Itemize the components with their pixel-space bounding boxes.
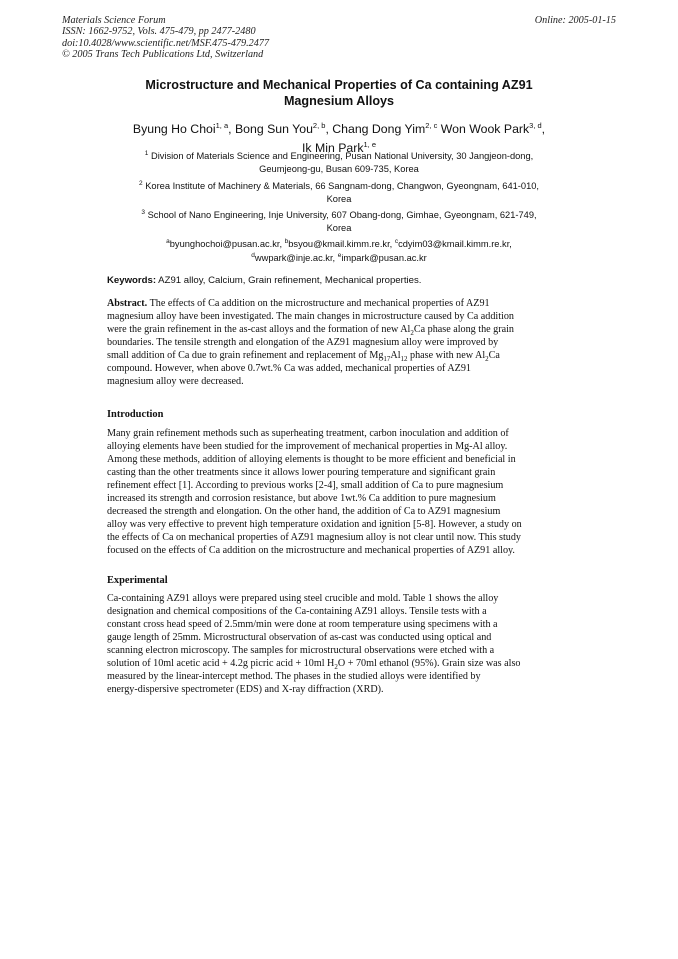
- experimental-line-2: designation and chemical compositions of the Ca-containing AZ91 alloys. Tensile tests with a: [107, 605, 487, 617]
- keywords-text: AZ91 alloy, Calcium, Grain refinement, Mechanical properties.: [156, 275, 422, 286]
- abstract-line-5c: phase with new Al: [407, 349, 486, 361]
- affiliation-1-line-1: Division of Materials Science and Engineering, Pusan National University, 30 Jangjeon-dong,: [148, 151, 534, 162]
- email-c[interactable]: cdyim03@kmail.kimm.re.kr,: [398, 239, 512, 250]
- email-a-sup: a: [166, 238, 170, 245]
- affiliation-3-num: 3: [141, 209, 146, 216]
- experimental-line-8: energy-dispersive spectrometer (EDS) and X-ray diffraction (XRD).: [107, 683, 384, 695]
- subscript: 2: [334, 662, 338, 671]
- abstract-line-5b: Al: [390, 349, 401, 361]
- intro-line: increased its strength and corrosion resistance, but above 1wt.% Ca addition to pure magnesium: [107, 492, 496, 504]
- experimental-body: [107, 593, 572, 697]
- abstract-line-1: The effects of Ca addition on the microstructure and mechanical properties of AZ91: [147, 298, 490, 309]
- experimental-line-4: gauge length of 25mm. Microstructural observation of as-cast was conducted using optical and: [107, 631, 492, 643]
- author-1-sup: 1, a: [215, 121, 229, 130]
- email-e-sup: e: [337, 252, 342, 260]
- copyright-line: © 2005 Trans Tech Publications Ltd, Switzerland: [62, 49, 264, 61]
- journal-name: Materials Science Forum: [62, 15, 166, 26]
- email-d-sup: d: [251, 252, 255, 260]
- subscript: 2: [410, 328, 414, 337]
- intro-line: alloy was very effective to prevent high temperature oxidation and ignition [5-8]. However, a study on: [107, 518, 522, 530]
- subscript: 12: [400, 354, 408, 363]
- author-4-sup: 3, d: [529, 121, 542, 130]
- email-b[interactable]: bsyou@kmail.kimm.re.kr,: [288, 239, 395, 250]
- affiliation-3: [108, 207, 570, 234]
- experimental-line-6a: solution of 10ml acetic acid + 4.2g picric acid + 10ml H: [107, 657, 335, 669]
- experimental-line-1: Ca-containing AZ91 alloys were prepared using steel crucible and mold. Table 1 shows the alloy: [107, 593, 499, 604]
- section-heading-experimental: Experimental: [107, 575, 168, 586]
- intro-line: decreased the strength and elongation. On the other hand, the addition of Ca to AZ91 magnesium: [107, 505, 501, 517]
- intro-line: casting than the other treatments since it allows lower pouring temperature and significant grain: [107, 466, 496, 478]
- author-4-comma: ,: [541, 122, 546, 137]
- title-line-1: Microstructure and Mechanical Properties of Ca containing AZ91: [145, 78, 533, 92]
- paper-title: [90, 78, 588, 109]
- intro-line: Many grain refinement methods such as superheating treatment, carbon inoculation and addition of: [107, 428, 509, 439]
- email-e[interactable]: impark@pusan.ac.kr: [341, 253, 427, 264]
- affiliation-1-num: 1: [144, 150, 149, 157]
- email-d[interactable]: wwpark@inje.ac.kr,: [254, 253, 338, 264]
- affiliation-3-line-1: School of Nano Engineering, Inje University, 607 Obang-dong, Gimhae, Gyeongnam, 621-749,: [145, 210, 537, 221]
- abstract-line-2: magnesium alloy have been investigated. The main changes in microstructure caused by Ca addition: [107, 310, 514, 322]
- author-5-sup: 1, e: [363, 140, 376, 150]
- intro-line: alloying elements have been studied for the improvement of mechanical properties in Mg-Al alloy.: [107, 440, 508, 452]
- subscript: 17: [383, 354, 391, 363]
- doi-line[interactable]: doi:10.4028/www.scientific.net/MSF.475-479.2477: [62, 37, 270, 49]
- affiliation-2-line-1: Korea Institute of Machinery & Materials, 66 Sangnam-dong, Changwon, Gyeongnam, 641-010,: [142, 181, 539, 192]
- affiliation-2-num: 2: [138, 180, 143, 187]
- email-b-sup: b: [284, 238, 289, 245]
- abstract-line-4: boundaries. The tensile strength and elongation of the AZ91 magnesium alloy were improved by: [107, 336, 499, 348]
- affiliation-2: [108, 178, 570, 205]
- experimental-line-7: measured by the linear-intercept method. The phases in the studied alloys were identified by: [107, 670, 481, 682]
- affiliation-3-line-2: Korea: [326, 222, 352, 233]
- experimental-line-3: constant cross head speed of 2.5mm/min were done at room temperature using specimens with a: [107, 618, 498, 630]
- abstract-label: Abstract.: [107, 298, 148, 309]
- affiliation-1-line-2: Geumjeong-gu, Busan 609-735, Korea: [259, 163, 419, 174]
- online-date: Online: 2005-01-15: [534, 15, 616, 26]
- abstract-line-6: compound. However, when above 0.7wt.% Ca was added, mechanical properties of AZ91: [107, 362, 471, 374]
- experimental-line-5: scanning electron microscopy. The samples for microstructural observations were etched with a: [107, 644, 495, 656]
- author-5: Ik Min Park: [301, 141, 364, 156]
- abstract-block: [107, 298, 572, 389]
- keywords-line: [107, 275, 421, 286]
- email-a[interactable]: byunghochoi@pusan.ac.kr,: [169, 239, 285, 250]
- intro-line: the effects of Ca on mechanical properties of AZ91 magnesium alloy is not clear until now. This study: [107, 531, 521, 543]
- author-3: , Chang Dong Yim: [325, 122, 426, 137]
- experimental-line-6b: O + 70ml ethanol (95%). Grain size was also: [337, 657, 521, 669]
- introduction-body: [107, 428, 572, 558]
- author-2: , Bong Sun You: [228, 122, 313, 137]
- affiliation-2-line-2: Korea: [326, 193, 352, 204]
- author-1: Byung Ho Choi: [132, 122, 216, 137]
- intro-line: refinement effect [1]. According to previous works [2-4], small addition of Ca to pure magnesium: [107, 479, 504, 491]
- issn-line: ISSN: 1662-9752, Vols. 475-479, pp 2477-2480: [62, 26, 256, 38]
- email-c-sup: c: [394, 238, 399, 245]
- affiliation-1: [108, 148, 570, 175]
- author-2-sup: 2, b: [312, 121, 326, 130]
- abstract-line-7: magnesium alloy were decreased.: [107, 375, 244, 387]
- abstract-line-3a: were the grain refinement in the as-cast alloys and the formation of new Al: [107, 323, 411, 335]
- author-4: Won Wook Park: [437, 122, 530, 137]
- abstract-line-5a: small addition of Ca due to grain refinement and replacement of Mg: [107, 349, 384, 361]
- keywords-label: Keywords:: [107, 275, 157, 286]
- section-heading-introduction: Introduction: [107, 409, 164, 420]
- intro-line: Among these methods, addition of alloying elements is thought to be more efficient and beneficial in: [107, 453, 516, 465]
- abstract-line-3b: Ca phase along the grain: [413, 323, 514, 335]
- intro-line: focused on the effects of Ca addition on the microstructure and mechanical properties of AZ91 alloy.: [107, 544, 515, 556]
- author-3-sup: 2, c: [425, 121, 438, 130]
- title-line-2: Magnesium Alloys: [283, 93, 395, 108]
- author-emails: [108, 236, 570, 265]
- abstract-line-5d: Ca: [488, 349, 500, 361]
- journal-header: [62, 15, 269, 61]
- subscript: 2: [485, 354, 489, 363]
